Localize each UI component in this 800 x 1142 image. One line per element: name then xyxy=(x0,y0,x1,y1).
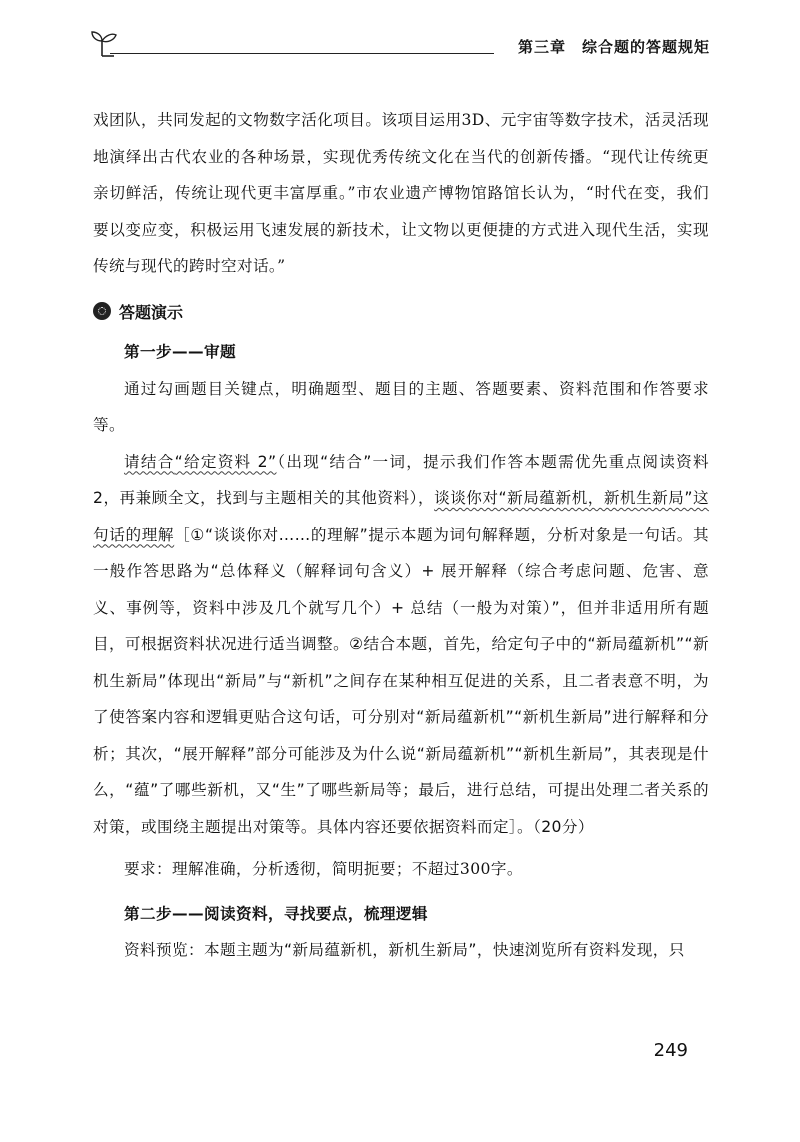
chapter-title xyxy=(518,36,710,57)
section-heading xyxy=(93,296,183,326)
running-header xyxy=(88,26,710,66)
question-paragraph xyxy=(93,444,709,846)
section-title: 答题演示 xyxy=(119,302,184,322)
section-bullet-icon xyxy=(93,302,111,320)
intro-paragraph: 戏团队，共同发起的文物数字活化项目。该项目运用3D、元宇宙等数字技术，活灵活现地演绎出古代农业的各种场景，实现优秀传统文化在当代的创新传播。“现代让传统更亲切鲜活，传统让现代更丰富厚重。”市农业遗产博物馆路馆长认为，“时代在变，我们要以变应变，积极运用飞速发展的新技术，让文物以更便捷的方式进入现代生活，实现传统与现代的跨时空对话。” xyxy=(93,111,709,275)
question-material-ref: “给定资料 2” xyxy=(174,452,277,471)
sprout-icon xyxy=(88,28,128,62)
page-number: 249 xyxy=(653,1040,688,1061)
step2-preview: 资料预览：本题主题为“新局蕴新机，新机生新局”，快速浏览所有资料发现，只 xyxy=(124,941,685,959)
step1-requirement: 要求：理解准确，分析透彻，简明扼要；不超过300字。 xyxy=(124,860,523,878)
step1-block xyxy=(93,334,709,969)
chapter-number: 第三章 xyxy=(517,38,566,56)
step1-heading: 第一步——审题 xyxy=(124,343,236,361)
question-lead: 请结合 xyxy=(124,452,175,471)
header-rule xyxy=(110,53,494,54)
step1-description: 通过勾画题目关键点，明确题型、题目的主题、答题要素、资料范围和作答要求等。 xyxy=(93,379,709,434)
question-task: 谈谈你对“新局蕴新机，新机生新局”这句话的理解 xyxy=(93,489,710,544)
question-annotation-1: （出现“结合”一词，提示我们作答本题需优先重点阅读资料 2，再兼顾全文，找到与主题相关的其他资料）， xyxy=(93,452,709,507)
chapter-name: 综合题的答题规矩 xyxy=(581,38,710,56)
step2-heading: 第二步——阅读资料，寻找要点，梳理逻辑 xyxy=(124,904,428,923)
intro-block xyxy=(93,102,709,285)
question-annotation-2: ［①“谈谈你对……的理解”提示本题为词句解释题，分析对象是一句话。其一般作答思路为“总体释义（解释词句含义）+ 展开解释（综合考虑问题、危害、意义、事例等，资料中涉及几个就写几个）+ 总结（一般为对策）”，但并非适用所有题目，可根据资料状况进行适当调整。②结合本题，首先，给定句子中的“新局蕴新机”“新机生新局”体现出“新局”与“新机”之间存在某种相互促进的关系，且二者表意不明，为了使答案内容和逻辑更贴合这句话，可分别对“新局蕴新机”“新机生新局”进行解释和分析；其次，“展开解释”部分可能涉及为什么说“新局蕴新机”“新机生新局”，其表现是什么，“蕴”了哪些新机，又“生”了哪些新局等；最后，进行总结，可提出处理二者关系的对策，或围绕主题提出对策等。具体内容还要依据资料而定］。（20分） xyxy=(93,525,709,836)
